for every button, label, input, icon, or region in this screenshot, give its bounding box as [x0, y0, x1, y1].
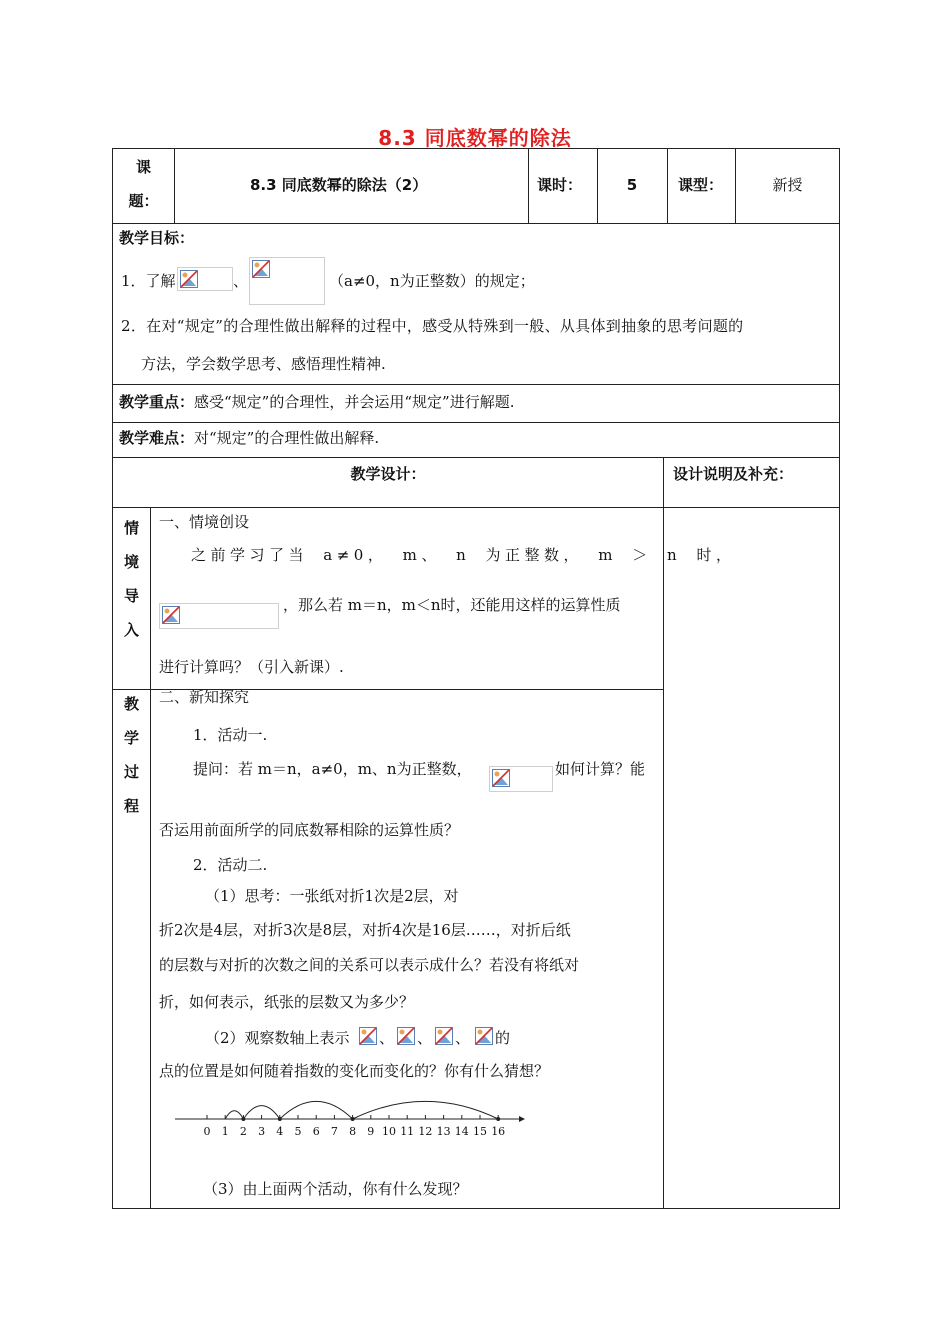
number-line-tick-label: 0: [203, 1125, 211, 1138]
activity-1: 1．活动一.: [193, 726, 268, 744]
period-label: 课时：: [537, 176, 583, 194]
side-char: 导: [123, 587, 139, 605]
key-point: [119, 392, 514, 412]
formula-image-2-2: [395, 1025, 415, 1047]
number-line: [173, 1091, 533, 1141]
observe-sep: 、: [455, 1029, 471, 1047]
number-line-tick-label: 11: [400, 1125, 415, 1138]
question-suffix: 如何计算？能: [555, 760, 646, 778]
section1-heading: 一、情境创设: [159, 513, 250, 531]
number-line-tick-label: 3: [258, 1125, 266, 1138]
formula-image-a0: [177, 267, 233, 291]
number-line-tick-label: 9: [367, 1125, 375, 1138]
side-char: 学: [123, 729, 139, 747]
type-label: 课型：: [678, 176, 724, 194]
side-char: 过: [123, 763, 139, 781]
number-line-tick-label: 5: [294, 1125, 302, 1138]
design-notes-label: 设计说明及补充：: [673, 465, 794, 483]
period-value: 5: [626, 176, 638, 194]
lesson-plan-table: [112, 148, 840, 1209]
question-line2: 否运用前面所学的同底数幂相除的运算性质？: [159, 821, 460, 839]
broken-image-icon: [252, 260, 270, 278]
row-divider: [113, 457, 840, 458]
number-line-tick-label: 10: [382, 1125, 396, 1138]
think-line3: 的层数与对折的次数之间的关系可以表示成什么？若没有将纸对: [159, 956, 580, 974]
type-value: 新授: [772, 176, 803, 194]
formula-image-2-4: [473, 1025, 493, 1047]
goals-label: 教学目标：: [119, 229, 195, 247]
side-char: 情: [123, 519, 139, 537]
goal-1-sep: 、: [233, 272, 249, 290]
topic-label: 题：: [128, 192, 159, 210]
row-divider: [113, 384, 840, 385]
number-line-tick-label: 15: [473, 1125, 487, 1138]
number-line-tick-label: 4: [276, 1125, 284, 1138]
section2-heading: 二、新知探究: [159, 688, 250, 706]
broken-image-icon: [359, 1027, 377, 1045]
design-label: 教学设计：: [350, 465, 426, 483]
goal-1-suffix: （a≠0，n为正整数）的规定；: [329, 272, 535, 290]
number-line-tick-label: 8: [349, 1125, 357, 1138]
section1-line2: ，那么若 m＝n，m＜n时，还能用这样的运算性质: [283, 596, 621, 614]
goal-2-line1: 2．在对“规定”的合理性做出解释的过程中，感受从特殊到一般、从具体到抽象的思考问题的: [121, 317, 744, 335]
think-line1: （1）思考：一张纸对折1次是2层，对: [205, 887, 459, 905]
observe-prefix: （2）观察数轴上表示: [205, 1029, 350, 1047]
difficulty: [119, 428, 379, 448]
key-point-label: 教学重点：: [119, 393, 195, 411]
think-line2: 折2次是4层，对折3次是8层，对折4次是16层……，对折后纸: [159, 921, 571, 939]
side-char: 境: [123, 553, 139, 571]
activity-2: 2．活动二.: [193, 856, 268, 874]
number-line-tick-label: 16: [491, 1125, 506, 1138]
topic-value: 8.3 同底数幂的除法（2）: [250, 176, 428, 194]
section1-line1: 之前学习了当 a≠0， m、 n 为正整数， m ＞ n 时，: [191, 546, 736, 564]
number-line-tick-label: 14: [454, 1125, 469, 1138]
think-line4: 折，如何表示，纸张的层数又为多少？: [159, 993, 415, 1011]
broken-image-icon: [162, 606, 180, 624]
observe-sep: 、: [417, 1029, 433, 1047]
col-divider: [174, 149, 175, 223]
col-divider: [150, 507, 151, 1209]
broken-image-icon: [180, 270, 198, 288]
question-3: （3）由上面两个活动，你有什么发现？: [203, 1180, 468, 1198]
observe-line2: 点的位置是如何随着指数的变化而变化的？你有什么猜想？: [159, 1062, 550, 1080]
side-char: 程: [123, 797, 139, 815]
topic-label: 课: [135, 158, 151, 176]
number-line-arcs: [225, 1101, 500, 1121]
number-line-tick-label: 13: [436, 1125, 451, 1138]
number-line-tick-label: 1: [221, 1125, 229, 1138]
side-char: 入: [123, 621, 139, 639]
number-line-tick-label: 2: [239, 1125, 247, 1138]
question-prefix: 提问：若 m＝n，a≠0，m、n为正整数，: [193, 760, 472, 778]
difficulty-label: 教学难点：: [119, 429, 195, 447]
broken-image-icon: [397, 1027, 415, 1045]
section1-side-label: [113, 511, 150, 647]
col-divider: [528, 149, 529, 223]
formula-image-2-1: [357, 1025, 377, 1047]
formula-image-a-neg-n: [249, 257, 325, 305]
col-divider: [667, 149, 668, 223]
col-divider: [663, 457, 664, 1209]
row-divider: [113, 422, 840, 423]
observe-sep: 、: [379, 1029, 395, 1047]
difficulty-text: 对“规定”的合理性做出解释.: [194, 429, 380, 447]
goal-2-line2: 方法，学会数学思考、感悟理性精神.: [141, 355, 386, 373]
number-line-tick-label: 12: [418, 1125, 433, 1138]
row-divider: [113, 223, 840, 224]
page-title: 8.3 同底数幂的除法: [378, 126, 572, 150]
side-char: 教: [123, 695, 139, 713]
formula-image-am-an: [159, 603, 279, 629]
observe-suffix: 的: [495, 1029, 511, 1047]
goal-1-prefix: 1．了解: [121, 272, 176, 290]
broken-image-icon: [435, 1027, 453, 1045]
section1-line3: 进行计算吗？（引入新课）.: [159, 658, 344, 676]
number-line-tick-label: 7: [330, 1125, 338, 1138]
number-line-arrow: [519, 1116, 525, 1122]
formula-image-2-3: [433, 1025, 453, 1047]
broken-image-icon: [492, 769, 510, 787]
broken-image-icon: [475, 1027, 493, 1045]
number-line-tick-label: 6: [312, 1125, 320, 1138]
number-line-point: [496, 1117, 500, 1121]
number-line-arc: [225, 1111, 243, 1119]
formula-image-am-div-an: [489, 766, 553, 792]
section2-side-label: [113, 687, 150, 823]
row-divider: [113, 507, 840, 508]
key-point-text: 感受“规定”的合理性，并会运用“规定”进行解题.: [194, 393, 515, 411]
